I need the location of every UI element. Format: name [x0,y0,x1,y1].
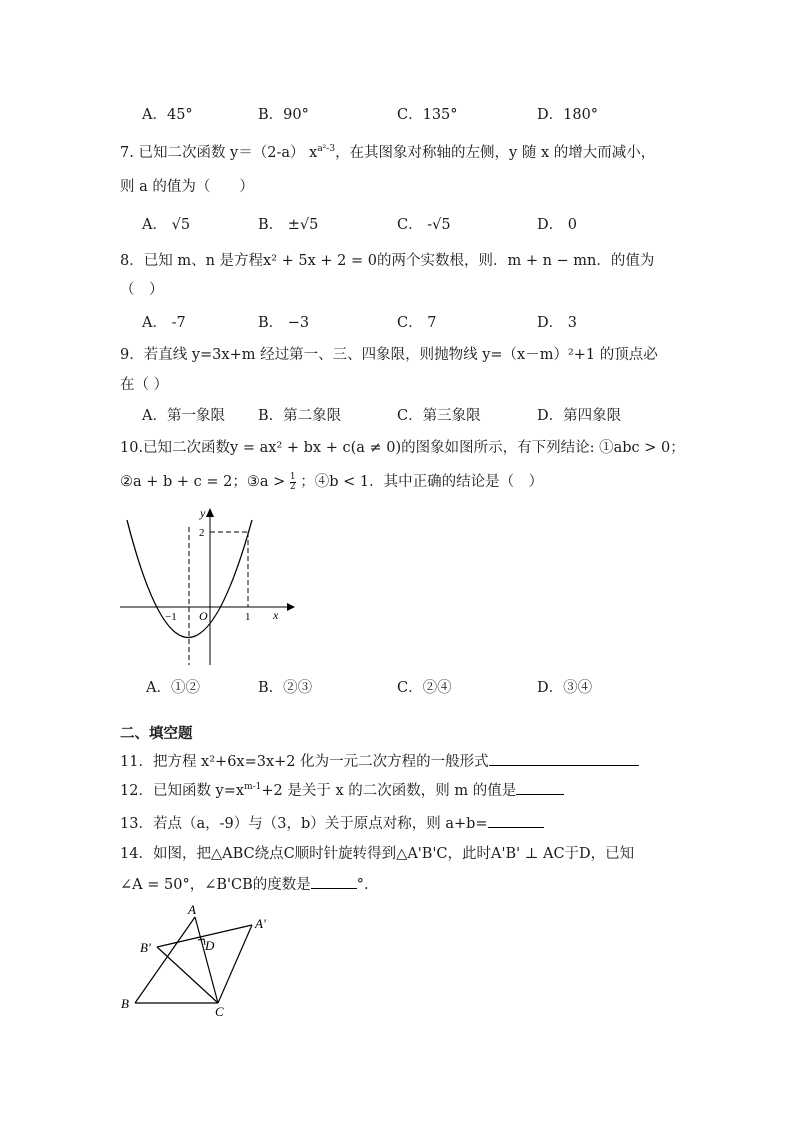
q13-stem [120,812,544,833]
q13-text: 13．若点（a，-9）与（3，b）关于原点对称，则 a+b= [120,816,488,832]
label-b-prime: B' [140,940,151,955]
q10-option-b: B．②③ [258,680,313,696]
q6-option-d: D．180° [537,107,599,123]
q9-option-a: A．第一象限 [142,408,225,424]
q7-stem-line2: 则 a 的值为（ ） [120,179,254,195]
q8-stem-line1: 8．已知 m、n 是方程x² + 5x + 2 = 0的两个实数根，则．m + n − mn．的值为 [120,253,655,269]
q11-answer-blank[interactable] [489,751,639,766]
q14-text-part1: ∠A = 50°，∠B'CB的度数是 [120,877,311,893]
q6-option-c: C．135° [397,107,458,123]
label-b: B [121,996,129,1011]
q7-option-d: D． 0 [537,217,577,233]
q6-option-b: B．90° [258,107,309,123]
q11-text: 11．把方程 x²+6x=3x+2 化为一元二次方程的一般形式 [120,754,489,770]
q12-text-part1: 12．已知函数 y=x [120,783,245,799]
q9-stem-line2: 在（ ） [120,377,169,393]
q11-stem [120,750,639,771]
segment-ab [135,917,195,1003]
q7-stem-part2: ，在其图象对称轴的左侧，y 随 x 的增大而减小， [335,145,656,161]
q12-text-part2: +2 是关于 x 的二次函数，则 m 的值是 [261,783,517,799]
x-axis-label: x [273,608,279,622]
q8-option-d: D． 3 [537,315,577,331]
q7-option-c: C． -√5 [397,217,451,233]
q10-stem-line1: 10.已知二次函数y = ax² + bx + c(a ≠ 0)的图象如图所示，有下列结论: ①abc > 0； [120,440,685,456]
y-axis-label: y [200,506,206,520]
q14-stem-line2 [120,873,369,894]
q10-option-a: A．①② [146,680,200,696]
q10-stem-part2: ；④b < 1．其中正确的结论是（ ） [300,474,544,490]
q9-option-d: D．第四象限 [537,408,622,424]
tick-label-neg1: −1 [165,611,177,623]
q10-parabola-graph [115,505,295,670]
q10-stem-line2 [120,470,543,492]
q10-option-c: C．②④ [397,680,452,696]
q10-stem-part1: ②a + b + c = 2；③a > [120,474,286,490]
q8-option-c: C． 7 [397,315,437,331]
q10-option-d: D．③④ [537,680,593,696]
q8-stem-line2: （ ） [120,282,164,298]
q7-stem-line1 [120,141,655,162]
label-d: D [205,938,215,953]
section-title: 二、填空题 [120,726,193,742]
q12-answer-blank[interactable] [516,780,564,795]
q12-stem [120,779,564,800]
segment-ac [195,917,218,1003]
label-c: C [215,1004,224,1019]
fraction-numerator: 1 [289,471,296,482]
segment-a1c [218,925,252,1003]
q9-option-b: B．第二象限 [258,408,342,424]
q7-option-a: A． √5 [142,217,191,233]
origin-label: O [199,609,208,623]
q13-answer-blank[interactable] [488,813,544,828]
q8-option-b: B． −3 [258,315,310,331]
q12-exponent: m-1 [244,782,262,793]
segment-b1c [157,947,218,1003]
q14-answer-blank[interactable] [311,874,357,889]
q7-option-b: B． ±√5 [258,217,319,233]
q14-stem-line1: 14．如图，把△ABC绕点C顺时针旋转得到△A'B'C，此时A'B' ⊥ AC于D，已知 [120,846,635,862]
label-a-prime: A' [255,916,266,931]
tick-label-1: 1 [245,611,251,623]
q7-exponent: a²-3 [317,144,336,155]
q10-fraction [290,473,296,492]
q14-triangle-figure [115,900,285,1020]
q9-stem-line1: 9．若直线 y=3x+m 经过第一、三、四象限，则抛物线 y=（x－m）²+1 的顶点必 [120,347,658,363]
q9-option-c: C．第三象限 [397,408,481,424]
tick-label-2: 2 [199,527,205,539]
label-a: A [188,902,196,917]
q8-option-a: A． -7 [142,315,186,331]
q14-text-part2: °. [356,877,369,893]
q6-option-a: A．45° [142,107,193,123]
x-axis-arrow [287,603,295,611]
y-axis-arrow [206,508,214,517]
q7-stem-part1: 7. 已知二次函数 y＝（2-a） x [120,145,318,161]
fraction-denominator: 2 [289,481,296,492]
